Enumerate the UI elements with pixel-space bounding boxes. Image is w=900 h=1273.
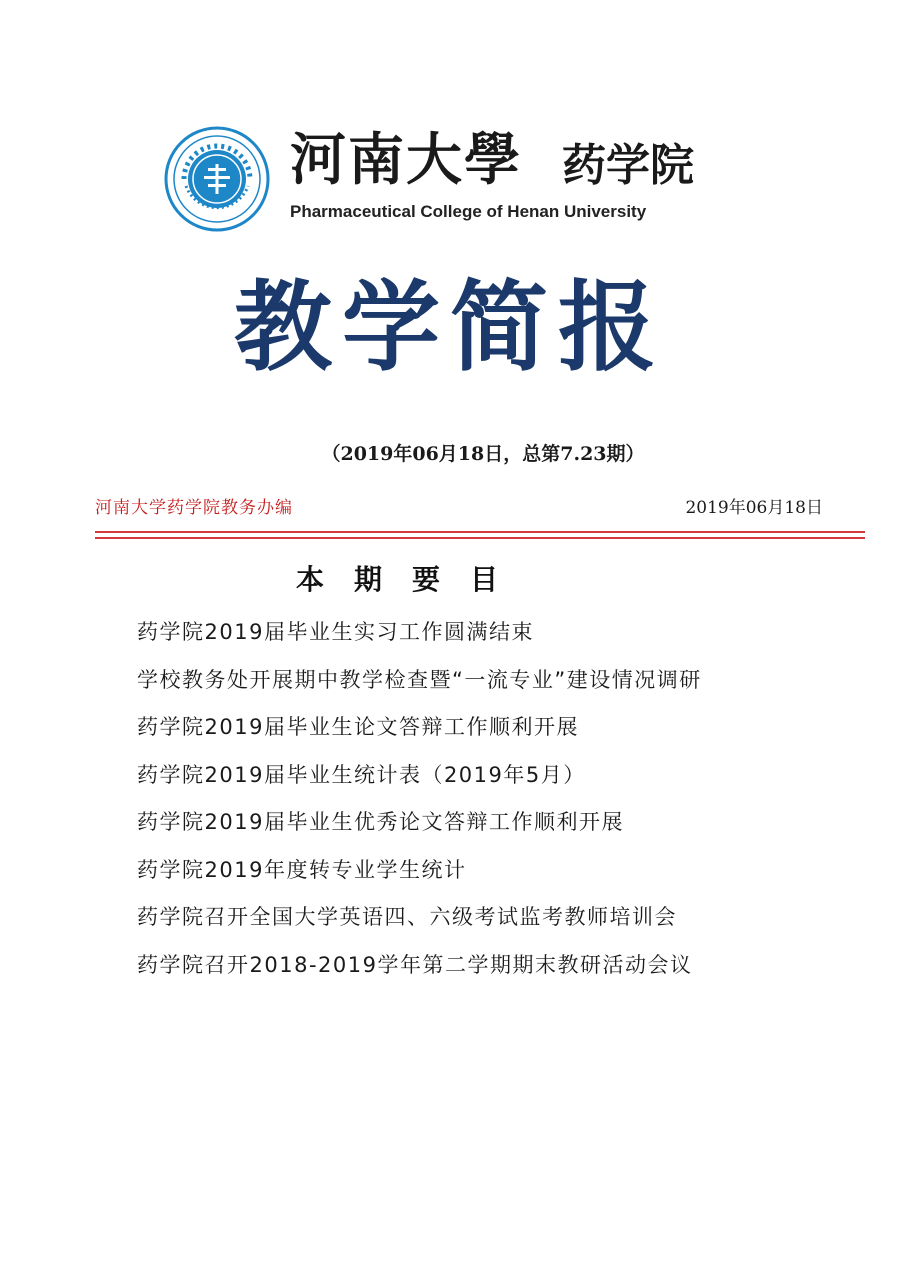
university-seal-icon [164,126,270,232]
toc-item: 药学院2019届毕业生优秀论文答辩工作顺利开展 [137,810,624,834]
header-divider-top [95,531,865,533]
college-name-english: Pharmaceutical College of Henan University [290,202,647,221]
college-name-chinese: 药学院 [562,140,694,191]
toc-list [137,609,702,989]
college-header [160,118,760,238]
toc-item: 学校教务处开展期中教学检查暨“一流专业”建设情况调研 [137,667,702,692]
toc-title: 本期要目 [296,563,529,596]
publication-date: 2019年06月18日 [685,498,823,518]
toc-item: 药学院2019届毕业生论文答辩工作顺利开展 [137,715,579,739]
toc-item: 药学院2019年度转专业学生统计 [137,857,467,882]
toc-item: 药学院召开2018-2019学年第二学期期末教研活动会议 [137,952,693,977]
university-name: 河南大學 [290,127,522,193]
bulletin-title: 教学简报 [233,271,666,385]
toc-item: 药学院召开全国大学英语四、六级考试监考教师培训会 [137,905,677,929]
header-divider-bottom [95,537,865,539]
editor-office: 河南大学药学院教务办编 [95,498,293,518]
toc-item: 药学院2019届毕业生实习工作圆满结束 [137,620,534,644]
issue-line: （2019年06月18日，总第7.23期） [321,443,645,465]
toc-item: 药学院2019届毕业生统计表（2019年5月） [137,762,586,787]
